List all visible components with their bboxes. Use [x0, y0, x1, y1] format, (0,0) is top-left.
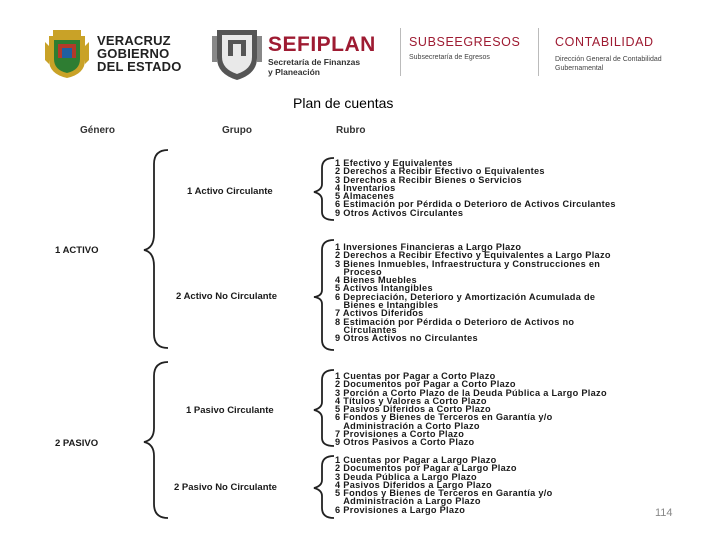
column-header-grupo: Grupo	[222, 125, 252, 136]
list-item: Proceso	[335, 266, 382, 277]
brace-pasivo-no-circulante	[314, 456, 334, 518]
veracruz-line-1: VERACRUZ	[97, 33, 171, 48]
list-item: 3 Derechos a Recibir Bienes o Servicios	[335, 174, 522, 185]
list-item: 5 Activos Intangibles	[335, 283, 433, 294]
list-item: 4 Inventarios	[335, 182, 396, 193]
list-item: 3 Porción a Corto Plazo de la Deuda Pública a Largo Plazo	[335, 387, 607, 398]
page-number: 114	[655, 507, 673, 519]
grupo-activo-circulante: 1 Activo Circulante	[187, 186, 273, 197]
list-item: Administración a Largo Plazo	[335, 496, 481, 507]
veracruz-wordmark	[97, 34, 182, 73]
list-item: 5 Pasivos Diferidos a Corto Plazo	[335, 404, 491, 415]
list-item: 9 Otros Pasivos a Corto Plazo	[335, 437, 475, 448]
list-item: 4 Bienes Muebles	[335, 275, 417, 286]
rubro-list-activo-no-circulante	[335, 243, 695, 343]
list-item: 4 Pasivos Diferidos a Largo Plazo	[335, 479, 492, 490]
list-item: 3 Deuda Pública a Largo Plazo	[335, 471, 477, 482]
list-item: 7 Provisiones a Corto Plazo	[335, 429, 465, 440]
list-item: 9 Otros Activos no Circulantes	[335, 333, 478, 344]
list-item: 6 Depreciación, Deterioro y Amortización Acumulada de	[335, 291, 596, 302]
rubro-list-activo-circulante	[335, 159, 695, 217]
brace-activo-no-circulante	[314, 240, 334, 350]
list-item: 5 Fondos y Bienes de Terceros en Garantía y/o	[335, 488, 553, 499]
sefiplan-subtitle	[268, 57, 360, 77]
sefiplan-subtitle-line-1: Secretaría de Finanzas	[268, 57, 361, 67]
list-item: 4 Títulos y Valores a Corto Plazo	[335, 395, 487, 406]
brace-pasivo-circulante	[314, 370, 334, 446]
list-item: 6 Provisiones a Largo Plazo	[335, 504, 466, 515]
grupo-pasivo-circulante: 1 Pasivo Circulante	[186, 405, 274, 416]
list-item: 6 Fondos y Bienes de Terceros en Garantía y/o	[335, 412, 553, 423]
list-item: Bienes e Intangibles	[335, 300, 439, 311]
department-subtitle	[555, 56, 662, 73]
list-item: 3 Bienes Inmuebles, Infraestructura y Construcciones en	[335, 258, 601, 269]
list-item: 1 Efectivo y Equivalentes	[335, 158, 453, 168]
list-item: 5 Almacenes	[335, 191, 395, 202]
grupo-activo-no-circulante: 2 Activo No Circulante	[176, 291, 278, 302]
genero-pasivo: 2 PASIVO	[55, 438, 99, 449]
list-item: 2 Derechos a Recibir Efectivo y Equivalentes a Largo Plazo	[335, 250, 611, 261]
list-item: 8 Estimación por Pérdida o Deterioro de Activos no	[335, 316, 575, 327]
list-item: Circulantes	[335, 324, 397, 335]
grupo-pasivo-no-circulante: 2 Pasivo No Circulante	[174, 482, 277, 493]
list-item: 2 Derechos a Recibir Efectivo o Equivalentes	[335, 166, 545, 177]
brace-pasivo	[144, 362, 168, 518]
list-item: 2 Documentos por Pagar a Corto Plazo	[335, 379, 516, 390]
rubro-list-pasivo-no-circulante	[335, 456, 695, 514]
brace-activo-circulante	[314, 158, 334, 220]
list-item: 9 Otros Activos Circulantes	[335, 207, 464, 218]
header-divider	[538, 28, 539, 76]
subsecretary-title: SUBSEEGRESOS	[409, 35, 521, 49]
subsecretary-subtitle: Subsecretaría de Egresos	[409, 54, 490, 61]
sefiplan-shield-icon	[212, 26, 262, 80]
sefiplan-name: SEFIPLAN	[268, 33, 376, 56]
list-item: 1 Cuentas por Pagar a Largo Plazo	[335, 455, 497, 465]
brace-activo	[144, 150, 168, 348]
list-item: 1 Inversiones Financieras a Largo Plazo	[335, 242, 522, 252]
veracruz-line-2: GOBIERNO	[97, 46, 170, 61]
page-title: Plan de cuentas	[293, 95, 394, 111]
department-subtitle-line-1: Dirección General de Contabilidad	[555, 56, 662, 63]
veracruz-line-3: DEL ESTADO	[97, 59, 182, 74]
list-item: 6 Estimación por Pérdida o Deterioro de Activos Circulantes	[335, 199, 616, 210]
header-divider	[400, 28, 401, 76]
sefiplan-subtitle-line-2: y Planeación	[268, 67, 320, 77]
department-title: CONTABILIDAD	[555, 35, 654, 49]
list-item: 1 Cuentas por Pagar a Corto Plazo	[335, 371, 496, 381]
list-item: 2 Documentos por Pagar a Largo Plazo	[335, 463, 517, 474]
column-header-rubro: Rubro	[336, 125, 366, 136]
veracruz-coat-of-arms-icon	[44, 30, 90, 78]
department-subtitle-line-2: Gubernamental	[555, 64, 604, 72]
rubro-list-pasivo-circulante	[335, 372, 695, 447]
column-header-genero: Género	[80, 125, 116, 136]
genero-activo: 1 ACTIVO	[55, 245, 99, 256]
list-item: Administración a Corto Plazo	[335, 420, 480, 431]
list-item: 7 Activos Diferidos	[335, 308, 424, 319]
